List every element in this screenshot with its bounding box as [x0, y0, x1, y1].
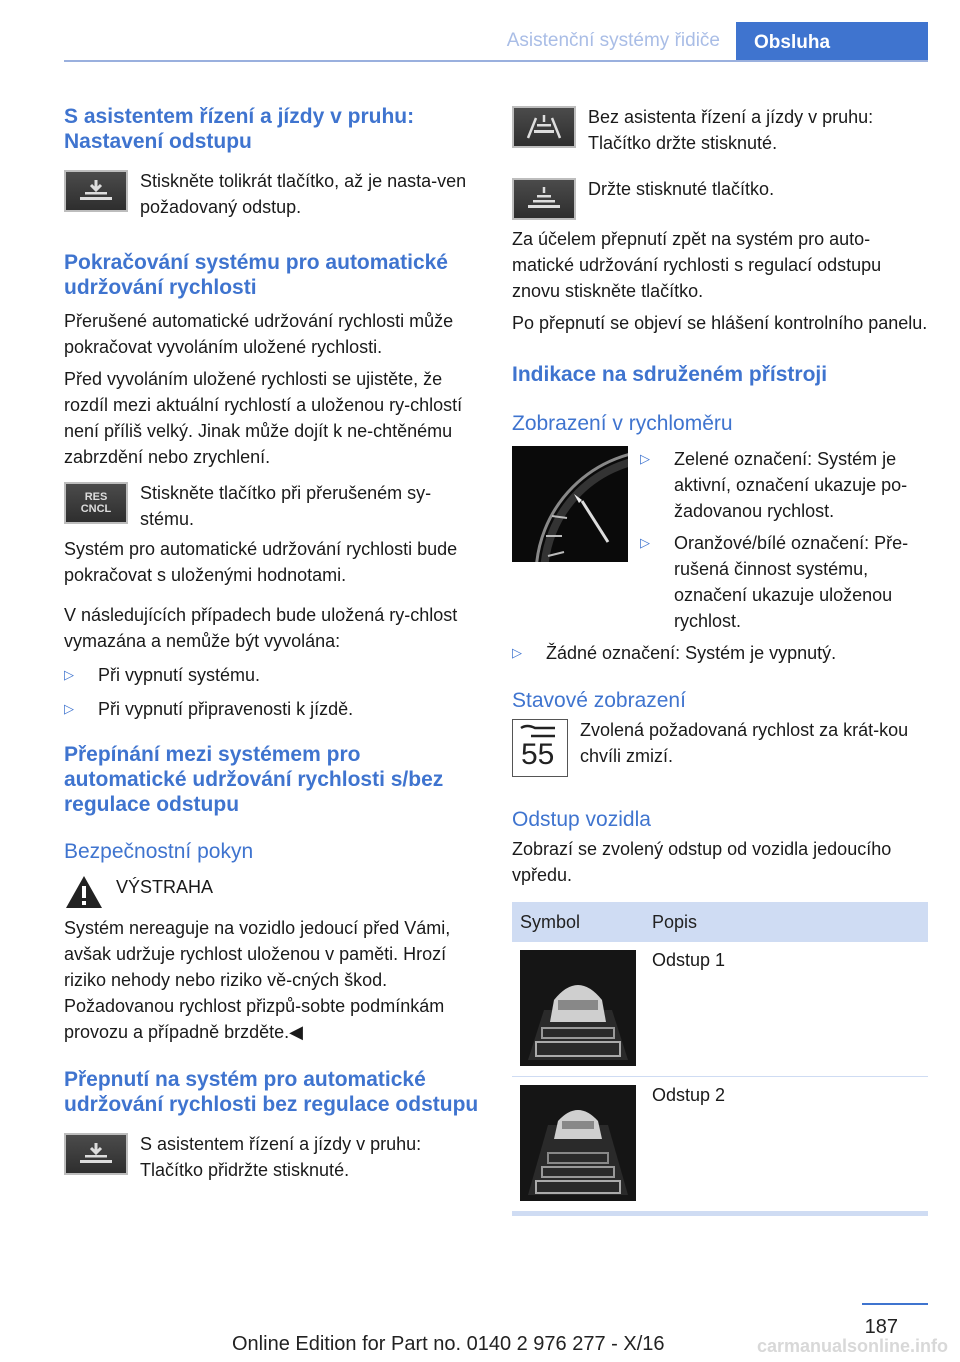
speed-value: 55 [521, 738, 555, 771]
warning-triangle-icon [64, 874, 116, 915]
hold-distance-text: Držte stisknuté tlačítko. [588, 179, 775, 199]
warning-title: VÝSTRAHA [116, 877, 214, 897]
header-section-title: Asistenční systémy řidiče [506, 30, 720, 51]
right-column [512, 104, 932, 1216]
lane-assist-off-row [512, 104, 932, 156]
list-item: ▷ Zelené označení: Systém je aktivní, označení ukazuje po‐žadovanou rychlost. [640, 446, 932, 524]
triangle-bullet-icon: ▷ [640, 451, 650, 466]
res-label: RES [84, 491, 108, 503]
table-bottom-rule [512, 1212, 928, 1216]
heading-status-display: Stavové zobrazení [512, 689, 686, 712]
table-row [512, 1077, 928, 1212]
res-cncl-button-icon [64, 482, 128, 524]
watermark: carmanualsonline.info [756, 1336, 948, 1356]
paragraph-distance: Zobrazí se zvolený odstup od vozidla jedoucího vpředu. [512, 839, 892, 885]
lane-assist-button-icon [512, 106, 576, 148]
footer-rule [862, 1303, 928, 1305]
paragraph-continue: Přerušené automatické udržování rychlosti může pokračovat vyvoláním uložené rychlosti. [64, 311, 454, 357]
heading-vehicle-distance: Odstup vozidla [512, 808, 651, 831]
heading-cluster-indication: Indikace na sdruženém přístroji [512, 363, 828, 386]
speedometer-row [512, 446, 932, 634]
paragraph-switch-back: Za účelem přepnutí zpět na systém pro auto‐matické udržování rychlosti s regulací odstupu znovu stiskněte tlačítko. [512, 229, 882, 301]
distance-button-text: Stiskněte tolikrát tlačítko, až je nasta‐ven požadovaný odstup. [140, 171, 467, 217]
distance-2-label: Odstup 2 [644, 1077, 928, 1212]
triangle-bullet-icon: ▷ [512, 645, 522, 660]
page-number: 187 [864, 1316, 898, 1338]
cncl-label: CNCL [80, 503, 112, 515]
hold-distance-row [512, 176, 932, 220]
distance-button-row [64, 168, 484, 220]
list-item: ▷ Oranžové/bílé označení: Pře‐rušená činnost systému, označení ukazuje uloženou rychlost. [640, 530, 932, 634]
heading-safety-note: Bezpečnostní pokyn [64, 840, 254, 863]
hold-button-text: S asistentem řízení a jízdy v pruhu: Tlačítko přidržte stisknuté. [140, 1134, 422, 1180]
distance-button-icon [64, 1133, 128, 1175]
res-button-row [64, 480, 484, 532]
list-item: ▷ Při vypnutí systému. [64, 662, 484, 688]
warning-block [64, 874, 484, 915]
table-header-row [512, 902, 928, 942]
speedometer-image [512, 446, 628, 562]
heading-switch-without: Přepnutí na systém pro automatické udržování rychlosti bez regulace odstupu [64, 1068, 479, 1116]
heading-continue-system: Pokračování systému pro automatické udržování rychlosti [64, 251, 448, 299]
distance-1-car-image [520, 950, 636, 1066]
heading-speedometer-display: Zobrazení v rychloměru [512, 412, 733, 435]
triangle-bullet-icon: ▷ [64, 701, 74, 716]
status-row [512, 717, 932, 777]
column-header-symbol: Symbol [512, 902, 644, 942]
res-button-text: Stiskněte tlačítko při přerušeném sy‐stému. [140, 483, 432, 529]
paragraph-before-recall: Před vyvoláním uložené rychlosti se ujistěte, že rozdíl mezi aktuální rychlostí a uloženou ry‐chlostí není příliš velký. Jinak může dojít k ne‐chtěnému zabrzdění nebo zrychlení. [64, 369, 463, 467]
cases-list [64, 662, 484, 722]
list-item: ▷ Při vypnutí připravenosti k jízdě. [64, 696, 484, 722]
paragraph-resume-values: Systém pro automatické udržování rychlosti bude pokračovat s uloženými hodnotami. [64, 539, 458, 585]
list-item: ▷ Žádné označení: Systém je vypnutý. [512, 640, 932, 666]
off-indicator-list [512, 640, 932, 666]
triangle-bullet-icon: ▷ [64, 667, 74, 682]
distance-1-label: Odstup 1 [644, 942, 928, 1077]
paragraph-panel-message: Po přepnutí se objeví se hlášení kontrolního panelu. [512, 313, 928, 333]
distance-button-icon [64, 170, 128, 212]
hold-button-row [64, 1131, 484, 1183]
speed-55-icon [512, 719, 568, 777]
left-column [64, 104, 484, 1183]
table-row [512, 942, 928, 1077]
lane-assist-off-text: Bez asistenta řízení a jízdy v pruhu: Tlačítko držte stisknuté. [588, 107, 874, 153]
distance-2-car-image [520, 1085, 636, 1201]
status-text: Zvolená požadovaná rychlost za krát‐kou chvíli zmizí. [580, 720, 909, 766]
header-tab-obsluha: Obsluha [736, 22, 928, 62]
distance-symbol-table [512, 902, 928, 1212]
header-rule [64, 60, 928, 62]
heading-switching: Přepínání mezi systémem pro automatické udržování rychlosti s/bez regulace odstupu [64, 743, 444, 816]
paragraph-cases: V následujících případech bude uložená ry‐chlost vymazána a nemůže být vyvolána: [64, 605, 458, 651]
triangle-bullet-icon: ▷ [640, 535, 650, 550]
distance-hold-button-icon [512, 178, 576, 220]
speedometer-list [640, 446, 932, 634]
heading-distance-setting: S asistentem řízení a jízdy v pruhu: Nastavení odstupu [64, 105, 415, 153]
warning-text: Systém nereaguje na vozidlo jedoucí před Vámi, avšak udržuje rychlost uloženou v paměti. Hrozí riziko nehody nebo riziko vě‐cných škod. Požadovanou rychlost přizpů‐sobte podmínkám provozu a případně brzděte.◀ [64, 918, 451, 1042]
column-header-description: Popis [644, 902, 928, 942]
edition-text: Online Edition for Part no. 0140 2 976 277 - X/16 [232, 1333, 665, 1355]
